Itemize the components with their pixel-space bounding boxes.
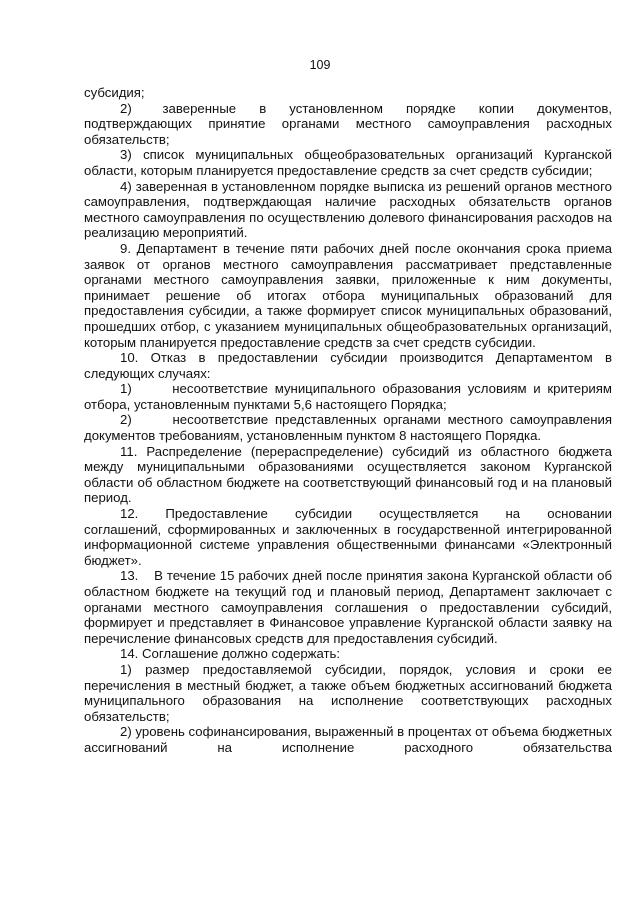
page-number: 109: [309, 58, 331, 72]
paragraph: 9. Департамент в течение пяти рабочих дней после окончания срока приема заявок от органов местного самоуправления рассматривает представленные органами местного самоуправления заявки, приложенные к ним документы, принимает решение об итогах отбора муниципальных образований для предоставления субсидии, а также формирует список муниципальных образований, прошедших отбор, с указанием муниципальных общеобразовательных организаций, которым планируется предоставление средств за счет средств субсидии.: [84, 240, 612, 350]
paragraph: 1) размер предоставляемой субсидии, порядок, условия и сроки ее перечисления в местный бюджет, а также объем бюджетных ассигнований бюджета муниципального образования на исполнение соответствующих расходных обязательств;: [84, 661, 612, 724]
paragraph-continued: 2) уровень софинансирования, выраженный в процентах от объема бюджетных ассигнований на исполнение расходного обязательства: [84, 724, 612, 755]
paragraph: субсидия;: [84, 85, 145, 100]
paragraph: 2) несоответствие представленных органами местного самоуправления документов требованиям, установленным пунктом 8 настоящего Порядка.: [84, 412, 612, 444]
paragraph: 10. Отказ в предоставлении субсидии производится Департаментом в следующих случаях:: [84, 350, 612, 381]
paragraph: 3) список муниципальных общеобразовательных организаций Курганской области, которым планируется предоставление средств за счет средств субсидии;: [84, 147, 612, 178]
paragraph: 4) заверенная в установленном порядке выписка из решений органов местного самоуправления, подтверждающая наличие расходных обязательств органов местного самоуправления по осуществлению долевого финансирования расходов на реализацию мероприятий.: [84, 178, 612, 241]
paragraph: 2) заверенные в установленном порядке копии документов, подтверждающих принятие органами местного самоуправления расходных обязательств;: [84, 100, 612, 147]
paragraph: 1) несоответствие муниципального образования условиям и критериям отбора, установленным пунктами 5,6 настоящего Порядка;: [84, 381, 612, 412]
paragraph: 14. Соглашение должно содержать:: [120, 646, 341, 662]
paragraph: 13. В течение 15 рабочих дней после принятия закона Курганской области об областном бюджете на текущий год и плановый период, Департамент заключает с органами местного самоуправления соглашения о предоставлении субсидий, формирует и представляет в Финансовое управление Курганской области заявку на перечисление финансовых средств для предоставления субсидий.: [84, 568, 612, 646]
paragraph: 12. Предоставление субсидии осуществляется на основании соглашений, сформированных и заключенных в государственной интегрированной информационной системе управления общественными финансами «Электронный бюджет».: [84, 506, 612, 568]
document-body: [84, 85, 612, 756]
paragraph: 11. Распределение (перераспределение) субсидий из областного бюджета между муниципальными образованиями осуществляется законом Курганской области об областном бюджете на соответствующий финансовый год и на плановый период.: [84, 443, 612, 506]
